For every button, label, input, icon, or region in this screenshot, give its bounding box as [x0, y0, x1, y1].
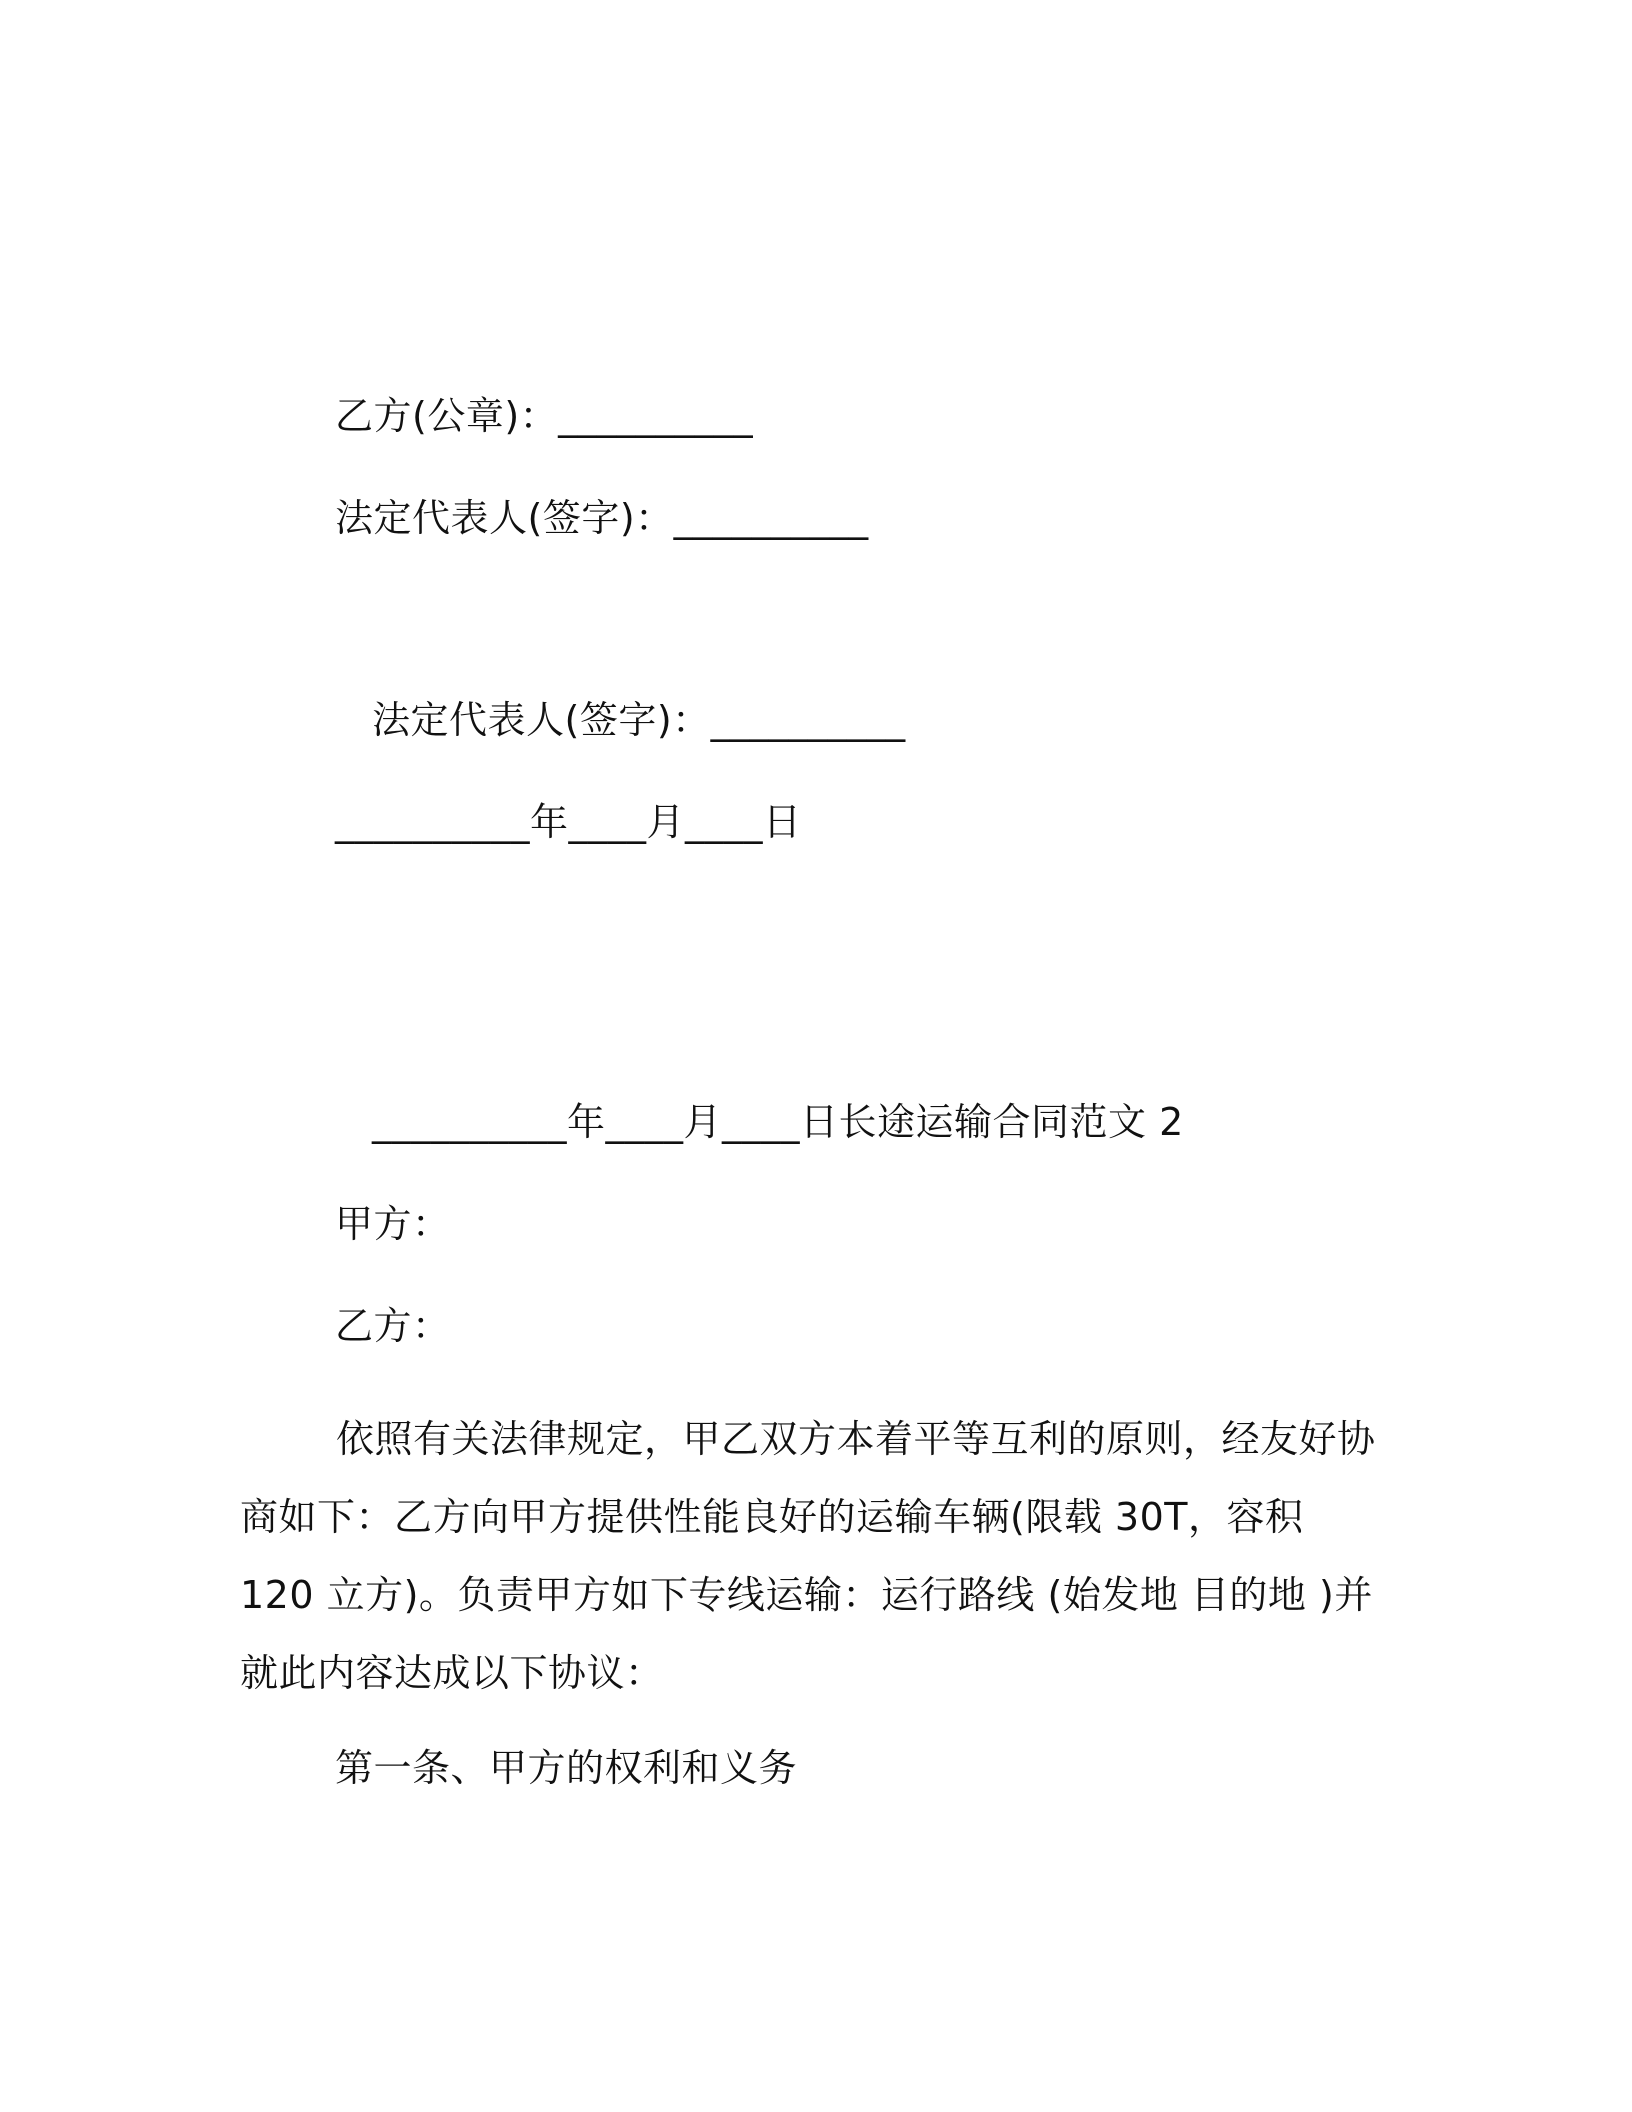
- party-a-label: 甲方：: [335, 1202, 451, 1246]
- intro-text: 依照有关法律规定，甲乙双方本着平等互利的原则，经友好协商如下：乙方向甲方提供性能良好的运输车辆(限载 30T，容积 120 立方)。负责甲方如下专线运输：运行路线 (始发地 目的地 )并就此内容达成以下协议：: [240, 1417, 1376, 1695]
- legal-representative-line: 法定代表人(签字)：__________: [335, 496, 869, 540]
- party-b-label: 乙方：: [335, 1304, 451, 1348]
- date-line: __________年____月____日: [335, 800, 802, 844]
- contract-title-line: __________年____月____日长途运输合同范文 2: [372, 1100, 1184, 1144]
- legal-representative-line-2: 法定代表人(签字)：__________: [372, 698, 906, 742]
- intro-paragraph: [240, 1400, 1390, 1712]
- party-b-seal-line: 乙方(公章)：__________: [335, 394, 754, 438]
- article-1-heading: 第一条、甲方的权利和义务: [335, 1746, 798, 1790]
